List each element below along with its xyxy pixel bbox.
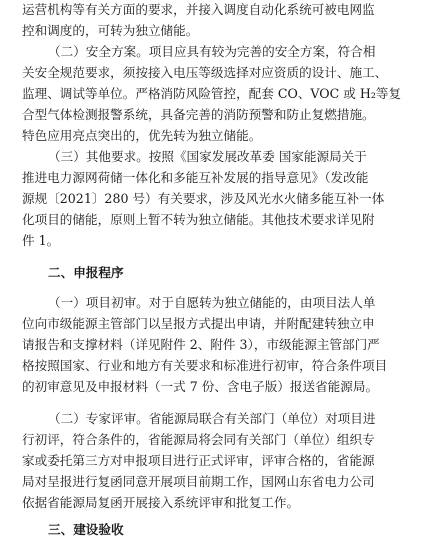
paragraph-line: 监理、调试等单位。严格消防风险管控，配套 CO、VOC 或 H₂等复 bbox=[22, 86, 402, 101]
paragraph-line: 家或委托第三方对申报项目进行正式评审，评审合格的，省能源 bbox=[22, 453, 375, 468]
paragraph-line: 位向市级能源主管部门以呈报方式提出申请，并附配建转独立申 bbox=[22, 316, 375, 331]
section-heading-other: （三）其他要求。按照《国家发展改革委 国家能源局关于 bbox=[48, 149, 367, 164]
paragraph-line: 特色应用亮点突出的，优先转为独立储能。 bbox=[22, 128, 262, 143]
paragraph-line: 件 1。 bbox=[22, 233, 60, 248]
paragraph-line: 推进电力源网荷储一体化和多能互补发展的指导意见》（发改能 bbox=[22, 170, 369, 185]
paragraph-line: 格按照国家、行业和地方有关要求和标准进行初审，符合条件项目 bbox=[22, 358, 388, 373]
paragraph-line: 的初审意见及申报材料（一式 7 份、含电子版）报送省能源局。 bbox=[22, 379, 379, 394]
section-heading-safety: （二）安全方案。项目应具有较为完善的安全方案，符合相 bbox=[48, 44, 376, 59]
paragraph-line: 局对呈报进行复函同意开展项目前期工作，国网山东省电力公司 bbox=[22, 474, 375, 489]
paragraph-line: 请报告和支撑材料（详见附件 2、附件 3），市级能源主管部门严 bbox=[22, 337, 380, 352]
paragraph-line: 关安全规范要求，须按接入电压等级选择对应资质的设计、施工、 bbox=[22, 65, 388, 80]
paragraph-line: 控和调度的，可转为独立储能。 bbox=[22, 23, 199, 38]
paragraph-line: 源规〔2021〕280 号）有关要求，涉及风光水火储多能互补一体 bbox=[22, 191, 385, 206]
paragraph-line: 依据省能源局复函开展接入系统评审和批复工作。 bbox=[22, 495, 300, 510]
section-title-construction-acceptance: 三、建设验收 bbox=[48, 522, 124, 537]
section-title-application-procedure: 二、申报程序 bbox=[48, 265, 124, 280]
paragraph-line: 运营机构等有关方面的要求，并接入调度自动化系统可被电网监 bbox=[22, 2, 375, 17]
paragraph-line: 化项目的储能，原则上暂不转为独立储能。其他技术要求详见附 bbox=[22, 212, 375, 227]
section-heading-initial-review: （一）项目初审。对于自愿转为独立储能的，由项目法人单 bbox=[48, 295, 376, 310]
paragraph-line: 合型气体检测报警系统，具备完善的消防预警和防止复燃措施。 bbox=[22, 107, 375, 122]
paragraph-line: 行初评，符合条件的，省能源局将会同有关部门（单位）组织专 bbox=[22, 432, 375, 447]
section-heading-expert-review: （二）专家评审。省能源局联合有关部门（单位）对项目进 bbox=[48, 411, 376, 426]
